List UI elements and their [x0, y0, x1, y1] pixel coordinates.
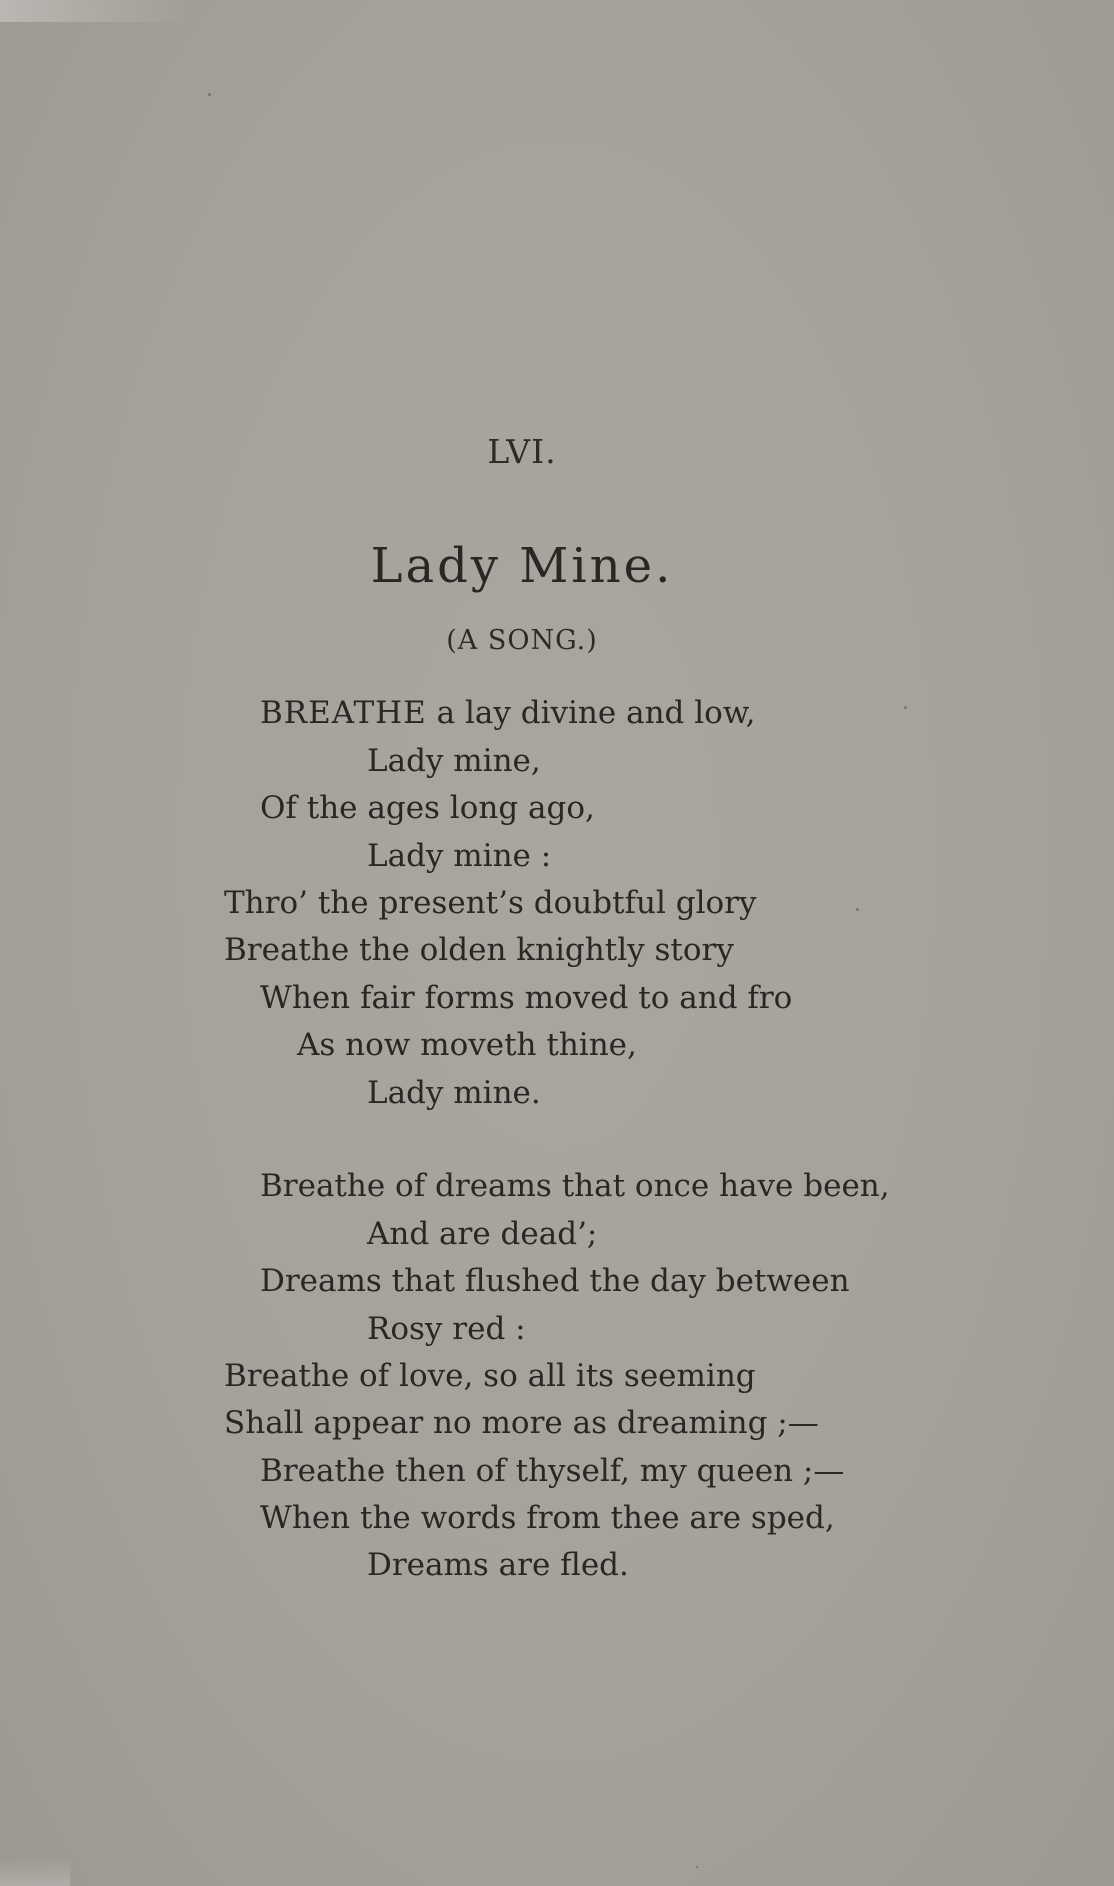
stanza-1-line-9: Lady mine.	[367, 1075, 541, 1111]
stanza-2-line-4: Rosy red :	[367, 1311, 526, 1347]
stanza-2-line-1: Breathe of dreams that once have been,	[260, 1168, 890, 1204]
stanza-1-line-3: Of the ages long ago,	[260, 790, 595, 826]
stanza-2-line-7: Breathe then of thyself, my queen ;—	[260, 1453, 845, 1489]
stanza-1-line-4: Lady mine :	[367, 838, 552, 874]
stanza-2-line-5: Breathe of love, so all its seeming	[224, 1358, 756, 1394]
page-edge-wear	[0, 1858, 70, 1886]
page-edge-wear	[0, 0, 190, 22]
stanza-2-line-9: Dreams are fled.	[367, 1547, 629, 1583]
poem-title: Lady Mine.	[370, 538, 674, 594]
stanza-2-line-6: Shall appear no more as dreaming ;—	[224, 1405, 819, 1441]
paper-speck	[904, 706, 907, 709]
stanza-2-line-2: And are dead’;	[367, 1216, 598, 1252]
opening-word: BREATHE	[260, 695, 427, 731]
poem-subtitle: (A SONG.)	[446, 625, 598, 656]
stanza-1-line-7: When fair forms moved to and fro	[260, 980, 793, 1016]
stanza-2-line-8: When the words from thee are sped,	[260, 1500, 835, 1536]
poem-number: LVI.	[487, 432, 557, 471]
stanza-1-line-6: Breathe the olden knightly story	[224, 932, 734, 968]
paper-speck	[856, 908, 859, 911]
stanza-1-line-5: Thro’ the present’s doubtful glory	[224, 885, 757, 921]
stanza-1-line-8: As now moveth thine,	[297, 1027, 637, 1063]
paper-speck	[208, 93, 211, 96]
stanza-2-line-3: Dreams that flushed the day between	[260, 1263, 850, 1299]
stanza-1-line-1: BREATHE a lay divine and low,	[260, 695, 756, 731]
stanza-1-line-2: Lady mine,	[367, 743, 541, 779]
paper-speck	[696, 1866, 698, 1868]
